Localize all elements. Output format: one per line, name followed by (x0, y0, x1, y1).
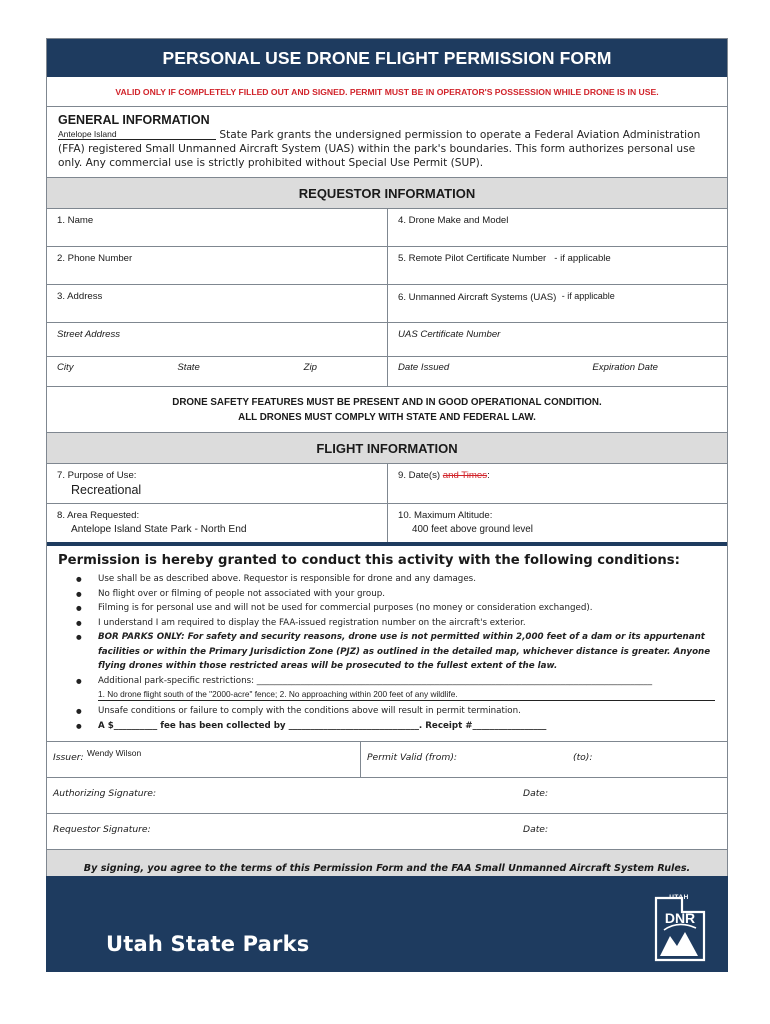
requestor-row-5 (47, 357, 727, 387)
requestor-row-4 (47, 323, 727, 357)
area-label: 8. Area Requested: (57, 510, 140, 521)
authorizing-signature-field[interactable] (47, 778, 517, 813)
name-label: 1. Name (57, 215, 94, 226)
phone-label: 2. Phone Number (57, 253, 133, 264)
address-label: 3. Address (57, 291, 103, 302)
zip-label: Zip (303, 362, 317, 373)
requestor-row-3 (47, 285, 727, 323)
uas-certificate-field[interactable] (387, 323, 727, 356)
condition-item: ● I understand I am required to display the FAA-issued registration number on the aircraft's exterior. (58, 616, 715, 631)
uas-label: 6. Unmanned Aircraft Systems (UAS) (398, 292, 557, 303)
date-issued-label: Date Issued (398, 362, 450, 373)
authorizing-row (47, 778, 727, 814)
altitude-value: 400 feet above ground level (412, 524, 533, 535)
flight-heading: FLIGHT INFORMATION (47, 433, 727, 464)
valid-to-label: (to): (573, 752, 593, 763)
requestor-signature-label: Requestor Signature: (53, 824, 151, 835)
name-field[interactable] (47, 209, 387, 246)
city-label: City (57, 362, 74, 373)
issuer-label: Issuer: (53, 752, 84, 763)
utah-dnr-logo (650, 886, 708, 969)
area-field[interactable] (47, 504, 387, 542)
drone-model-label: 4. Drone Make and Model (398, 215, 509, 226)
requestor-row-2 (47, 247, 727, 285)
safety-line-2: ALL DRONES MUST COMPLY WITH STATE AND FEDERAL LAW. (238, 412, 536, 423)
street-address-field[interactable] (47, 323, 387, 356)
condition-item: ● Use shall be as described above. Requestor is responsible for drone and any damages. (58, 572, 715, 587)
remote-pilot-field[interactable] (387, 247, 727, 284)
expiration-label: Expiration Date (592, 362, 658, 373)
altitude-field[interactable] (387, 504, 727, 542)
drone-model-field[interactable] (387, 209, 727, 246)
flight-row-1 (47, 464, 727, 504)
authorizing-date-label: Date: (523, 788, 549, 799)
area-value: Antelope Island State Park - North End (71, 524, 247, 535)
logo-top-text: UTAH (669, 894, 689, 901)
general-statement: State Park grants the undersigned permission to operate a Federal Aviation Administration (FFA) registered Small Unmanned Aircraft System (UAS) within the park's boundaries. This form authorizes personal use only. Any commercial use is strictly prohibited without Special Use Permit (SUP). (58, 129, 701, 169)
authorizing-label: Authorizing Signature: (53, 788, 157, 799)
general-information-section (47, 107, 727, 178)
requestor-date-label: Date: (523, 824, 549, 835)
purpose-value: Recreational (71, 483, 142, 497)
requestor-signature-row (47, 814, 727, 850)
dates-label: 9. Date(s) (398, 470, 441, 481)
purpose-field[interactable] (47, 464, 387, 503)
agreement-text: By signing, you agree to the terms of this Permission Form and the FAA Small Unmanned Aircraft System Rules. (47, 850, 727, 886)
dates-strikethrough: and Times (442, 470, 488, 481)
conditions-list (58, 572, 715, 733)
address-field[interactable] (47, 285, 387, 322)
conditions-heading: Permission is hereby granted to conduct this activity with the following conditions: (58, 553, 680, 568)
restrictions-line (58, 688, 715, 701)
condition-item-fee: ● A $__________ fee has been collected by ______________________________. Receipt #_________________ (58, 719, 715, 734)
general-heading: GENERAL INFORMATION (58, 113, 210, 127)
state-label: State (177, 362, 200, 373)
altitude-label: 10. Maximum Altitude: (398, 510, 493, 521)
phone-field[interactable] (47, 247, 387, 284)
issuer-field[interactable] (47, 742, 361, 777)
dates-colon: : (487, 470, 490, 481)
requestor-signature-field[interactable] (47, 814, 517, 849)
condition-item-bor: ● BOR PARKS ONLY: For safety and security reasons, drone use is not permitted within 2,000 feet of a dam or its appurtenant facilities or within the Primary Jurisdiction Zone (PJZ) as outlined in the detailed map, whichever distance is greater. Anyone flying drones within those restricted areas will be prosecuted to the fullest extent of the law. (58, 630, 715, 674)
park-name-field[interactable]: Antelope Island (58, 129, 216, 140)
permission-form (46, 38, 728, 887)
certificate-dates-field[interactable] (387, 357, 727, 386)
issuer-row (47, 742, 727, 778)
remote-pilot-note: - if applicable (554, 253, 611, 264)
issuer-value: Wendy Wilson (87, 748, 142, 758)
validity-notice: VALID ONLY IF COMPLETELY FILLED OUT AND SIGNED. PERMIT MUST BE IN OPERATOR'S POSSESSION WHILE DRONE IS IN USE. (47, 77, 727, 107)
general-text (58, 128, 717, 170)
logo-main-text: DNR (664, 910, 696, 926)
uas-cert-label: UAS Certificate Number (398, 329, 501, 340)
valid-from-label: Permit Valid (from): (367, 752, 458, 763)
requestor-row-1 (47, 209, 727, 247)
condition-item: ● Filming is for personal use and will not be used for commercial purposes (no money or consideration exchanged). (58, 601, 715, 616)
utah-state-parks-brand: Utah State Parks (106, 932, 310, 956)
footer-banner (46, 876, 728, 972)
authorizing-date-field[interactable] (517, 778, 727, 813)
purpose-label: 7. Purpose of Use: (57, 470, 137, 481)
city-state-zip-field[interactable] (47, 357, 387, 386)
condition-item-restrictions: ● Additional park-specific restrictions: ___________________________________________________________________________________________ (58, 674, 715, 689)
form-title: PERSONAL USE DRONE FLIGHT PERMISSION FORM (47, 39, 727, 77)
street-label: Street Address (57, 329, 121, 340)
safety-notice (47, 387, 727, 433)
flight-row-2 (47, 504, 727, 542)
safety-line-1: DRONE SAFETY FEATURES MUST BE PRESENT AND IN GOOD OPERATIONAL CONDITION. (172, 397, 602, 408)
requestor-date-field[interactable] (517, 814, 727, 849)
uas-field[interactable] (387, 285, 727, 322)
restrictions-value[interactable]: 1. No drone flight south of the "2000-acre" fence; 2. No approaching within 200 feet of any wildlife. (98, 688, 715, 701)
conditions-section (47, 542, 727, 742)
condition-item: ● No flight over or filming of people not associated with your group. (58, 587, 715, 602)
uas-note: - if applicable (561, 291, 615, 301)
requestor-heading: REQUESTOR INFORMATION (47, 178, 727, 209)
condition-item: ● Unsafe conditions or failure to comply with the conditions above will result in permit termination. (58, 704, 715, 719)
dates-field[interactable] (387, 464, 727, 503)
remote-pilot-label: 5. Remote Pilot Certificate Number (398, 253, 547, 264)
permit-valid-field[interactable] (361, 742, 727, 777)
